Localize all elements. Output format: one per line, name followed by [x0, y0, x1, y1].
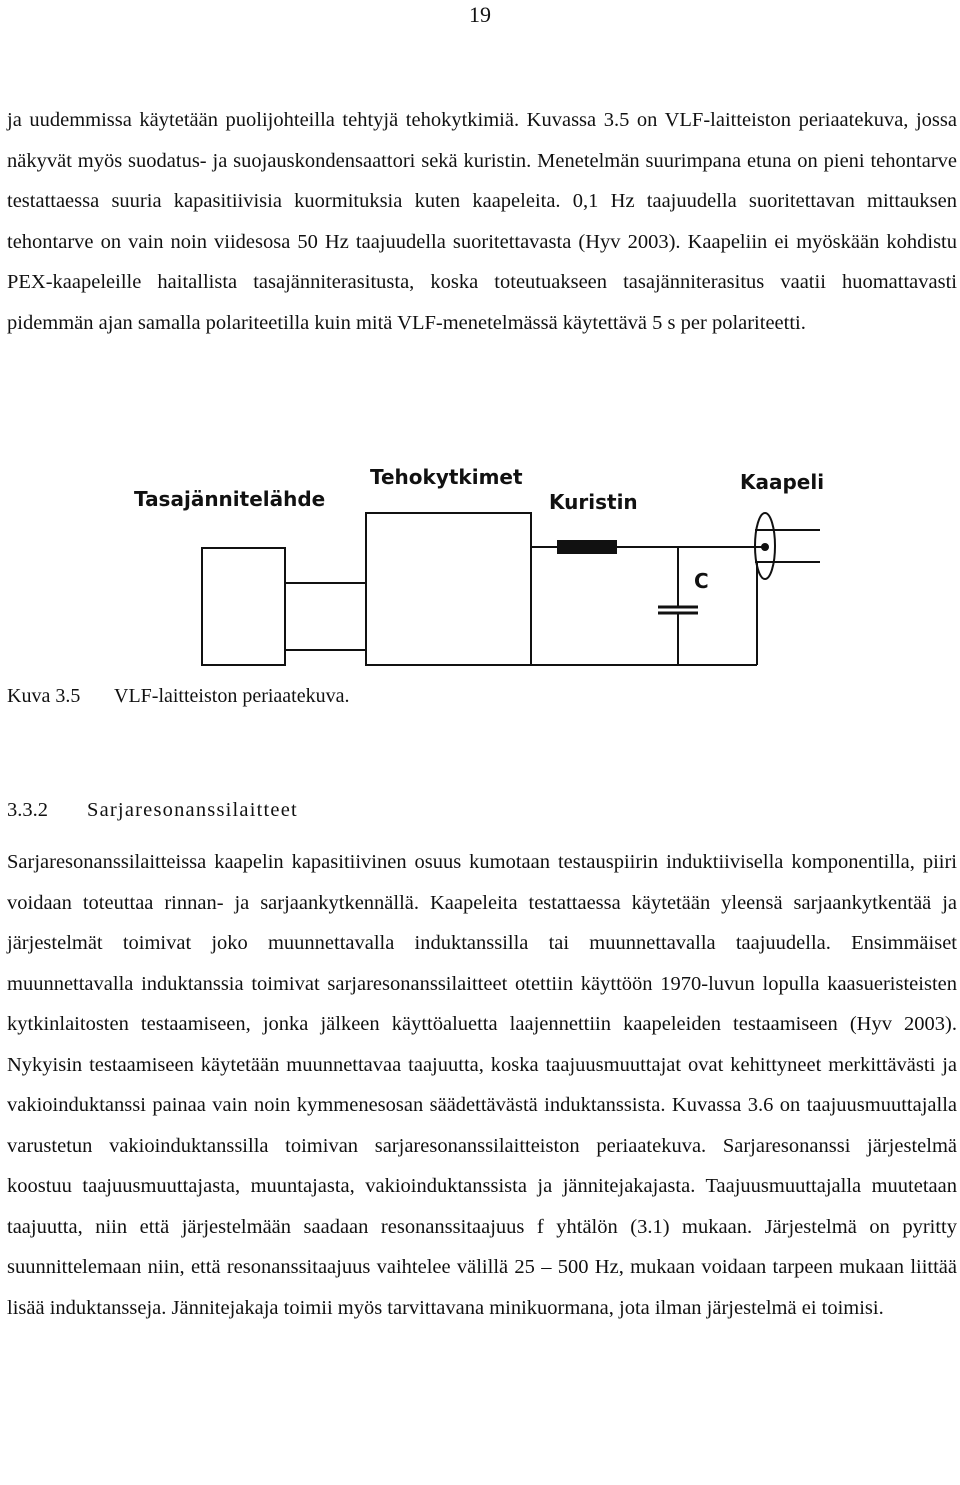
label-switches: Tehokytkimet [370, 465, 523, 489]
body-paragraph-2: Sarjaresonanssilaitteissa kaapelin kapasitiivinen osuus kumotaan testauspiirin induktiivisella komponentilla, piiri voidaan toteuttaa rinnan- ja sarjaankytkennällä. Kaapeleita testattaessa käytetään yleensä sarjaankytkentää ja järjestelmät toimivat joko muunnettavalla induktanssilla tai muunnettavalla taajuudella. Ensimmäiset muunnettavalla induktanssia toimivat sarjaresonanssilaitteet otettiin käyttöön 1970-luvun lopulla kaasueristeisten kytkinlaitosten testaamiseen, jonka jälkeen käyttöaluetta laajennettiin kaapeleiden testaamiseen (Hyv 2003). Nykyisin testaamiseen käytetään muunnettavaa taajuutta, koska taajuusmuuttajat ovat kehittyneet merkittävästi ja vakioinduktanssi painaa vain noin kymmenesosan säädettävästä induktanssista. Kuvassa 3.6 on taajuusmuuttajalla varustetun vakioinduktanssilla toimivan sarjaresonanssilaitteiston periaatekuva. Sarjaresonanssi järjestelmä koostuu taajuusmuuttajasta, muuntajasta, vakioinduktanssista ja jännitejakajasta. Taajuusmuuttajalla muutetaan taajuutta, niin että järjestelmään saadaan resonanssitaajuus f yhtälön (3.1) mukaan. Järjestelmä on pyritty suunnittelemaan niin, että resonanssitaajuus vaihtelee välillä 25 – 500 Hz, mukaan voidaan tarpeen mukaan liittää lisää induktansseja. Jännitejakaja toimii myös tarvittavana minikuormana, jota ilman järjestelmä ei toimisi. [7, 851, 957, 1319]
section-number: 3.3.2 [7, 799, 48, 821]
body-paragraph-1: ja uudemmissa käytetään puolijohteilla tehtyjä tehokytkimiä. Kuvassa 3.5 on VLF-laitteiston periaatekuva, jossa näkyvät myös suodatus- ja suojauskondensaattori sekä kuristin. Menetelmän suurimpana etuna on pieni tehontarve testattaessa suuria kapasitiivisia kuormituksia kuten kaapeleita. 0,1 Hz taajuudella suoritettavan mittauksen tehontarve on vain noin viidesosa 50 Hz taajuudella suoritettavasta (Hyv 2003). Kaapeliin ei myöskään kohdistu PEX-kaapeleille haitallista tasajänniterasitusta, koska toteutuakseen tasajänniterasitus vaatii huomattavasti pidemmän ajan samalla polariteetilla kuin mitä VLF-menetelmässä käytettävä 5 s per polariteetti. [7, 109, 957, 334]
choke-symbol [557, 540, 617, 554]
dc-source-block [202, 548, 285, 665]
figure-vlf-circuit [120, 455, 840, 680]
label-choke: Kuristin [549, 490, 638, 514]
switch-block [366, 513, 531, 665]
circuit-diagram [120, 455, 840, 680]
section-title: Sarjaresonanssilaitteet [87, 799, 298, 821]
label-cable: Kaapeli [740, 470, 825, 494]
figure-caption [7, 681, 349, 711]
cable-core-dot [761, 543, 769, 551]
caption-number: Kuva 3.5 [7, 685, 81, 707]
page-number: 19 [469, 2, 491, 27]
label-dc-source: Tasajännitelähde [134, 487, 326, 511]
caption-text: VLF-laitteiston periaatekuva. [114, 685, 350, 707]
label-capacitor: C [694, 569, 709, 593]
section-heading [7, 794, 298, 826]
